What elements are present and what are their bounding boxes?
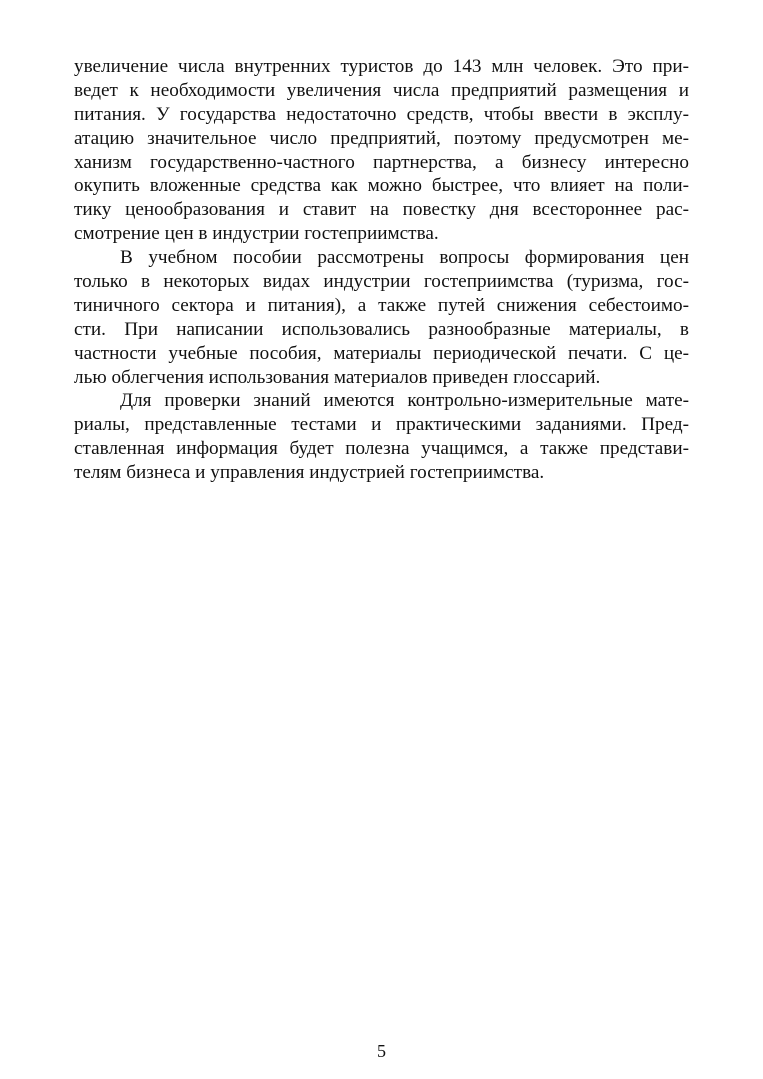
- text-line: тику ценообразования и ставит на повестку дня всестороннее рас-: [74, 199, 689, 221]
- text-line: питания. У государства недостаточно средств, чтобы ввести в эксплу-: [74, 103, 689, 125]
- text-line: ставленная информация будет полезна учащимся, а также представи-: [74, 438, 689, 460]
- text-line: ведет к необходимости увеличения числа предприятий размещения и: [74, 79, 689, 101]
- text-line: окупить вложенные средства как можно быстрее, что влияет на поли-: [74, 175, 689, 197]
- text-line: ханизм государственно-частного партнерства, а бизнесу интересно: [74, 151, 689, 173]
- body-text: [74, 55, 689, 485]
- text-line: риалы, представленные тестами и практическими заданиями. Пред-: [74, 414, 689, 436]
- text-line: только в некоторых видах индустрии гостеприимства (туризма, гос-: [74, 271, 689, 293]
- page-number: 5: [377, 1041, 386, 1061]
- text-line: телям бизнеса и управления индустрией гостеприимства.: [74, 462, 545, 484]
- paragraph-2: [74, 246, 689, 389]
- text-line: атацию значительное число предприятий, поэтому предусмотрен ме-: [74, 127, 689, 149]
- text-line: увеличение числа внутренних туристов до 143 млн человек. Это при-: [74, 56, 689, 77]
- text-line: сти. При написании использовались разнообразные материалы, в: [74, 318, 689, 340]
- text-line: Для проверки знаний имеются контрольно-измерительные мате-: [120, 390, 689, 412]
- text-line: тиничного сектора и питания), а также путей снижения себестоимо-: [74, 294, 689, 316]
- text-line: лью облегчения использования материалов приведен глоссарий.: [74, 366, 601, 388]
- text-line: частности учебные пособия, материалы периодической печати. С це-: [74, 342, 689, 364]
- text-line: В учебном пособии рассмотрены вопросы формирования цен: [120, 247, 689, 269]
- text-line: смотрение цен в индустрии гостеприимства.: [74, 223, 439, 245]
- paragraph-3: [74, 389, 689, 485]
- paragraph-1: [74, 55, 689, 246]
